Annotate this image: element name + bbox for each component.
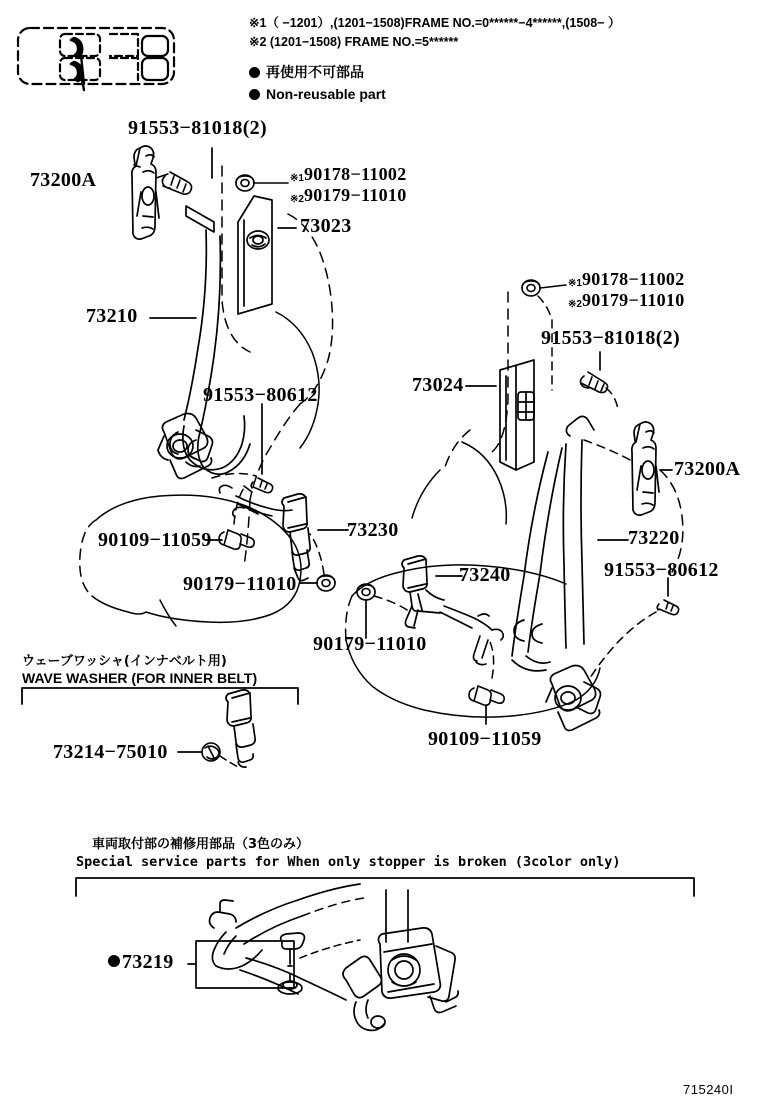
right-nut-90178 — [522, 280, 540, 296]
label-91553-81018-right: 91553−81018(2) — [541, 327, 680, 349]
label-73023: 73023 — [300, 215, 352, 237]
right-anchor-cover-73024 — [500, 360, 534, 470]
left-anchor-cover-73023 — [238, 196, 272, 314]
inner-belt-buckle-73240 — [402, 556, 444, 628]
bottom-belt-assembly-illustration — [210, 884, 459, 1030]
left-retractor — [158, 414, 213, 479]
special-service-title-jp: 車両取付部の補修用部品（3色のみ） — [92, 837, 310, 852]
left-seatback-outline — [276, 312, 319, 448]
non-reusable-dot-icon — [249, 67, 260, 78]
bottom-screw-73219 — [281, 933, 305, 966]
right-bolt-90109-11059 — [469, 686, 504, 705]
right-nut-90179-lower — [357, 584, 375, 600]
label-91553-80612-left: 91553−80612 — [203, 384, 318, 406]
label-73240: 73240 — [459, 564, 511, 586]
label-91553-81018-left: 91553−81018(2) — [128, 117, 267, 139]
left-nut-90179-lower — [317, 575, 335, 591]
label-73024: 73024 — [412, 374, 464, 396]
leader-90178-right — [540, 285, 566, 288]
special-service-title-en: Special service parts for When only stopper is broken (3color only) — [76, 854, 621, 870]
label-73214-75010: 73214−75010 — [53, 741, 168, 763]
wave-washer-title-en: WAVE WASHER (FOR INNER BELT) — [22, 670, 258, 686]
diagram-reference-number: 715240I — [683, 1082, 734, 1097]
label-90179-11010-lower-right: 90179−11010 — [313, 633, 427, 655]
frame-note-1: ※1（ −1201）,(1201−1508)FRAME NO.=0******−4******,(1508− ） — [249, 16, 621, 30]
label-73230: 73230 — [347, 519, 399, 541]
label-73219: 73219 — [108, 952, 174, 972]
wave-washer-part — [202, 743, 220, 761]
left-nut-90178 — [236, 175, 254, 191]
special-service-bracket — [76, 878, 694, 896]
label-90109-11059-right: 90109−11059 — [428, 728, 542, 750]
left-shoulder-anchor-73200A — [132, 146, 159, 239]
right-seatback-outline — [412, 442, 506, 524]
frame-note-2: ※2 (1201−1508) FRAME NO.=5****** — [249, 35, 459, 49]
left-bolt-90109-11059 — [219, 530, 254, 549]
legend-non-reusable-en: Non-reusable part — [249, 84, 386, 105]
non-reusable-dot-icon — [108, 955, 120, 967]
right-shoulder-anchor-73200A — [632, 422, 659, 515]
label-73200A-right: 73200A — [674, 458, 741, 480]
label-90109-11059-left: 90109−11059 — [98, 529, 212, 551]
wave-washer-title-jp: ウェーブワッシャ(インナベルト用) — [22, 654, 227, 669]
non-reusable-dot-icon — [249, 89, 260, 100]
label-90178-11002-right: ※190178−11002 — [568, 269, 685, 289]
label-90179-11010-left: ※290179−11010 — [290, 185, 407, 205]
right-bolt-91553-81018 — [580, 372, 607, 393]
label-90178-11002-left: ※190178−11002 — [290, 164, 407, 184]
label-91553-80612-right: 91553−80612 — [604, 559, 719, 581]
left-bolt-91553-81018 — [162, 172, 191, 194]
label-73220: 73220 — [628, 527, 680, 549]
right-bolt-91553-80612 — [657, 600, 678, 615]
wave-washer-inner-belt-illustration — [226, 690, 255, 767]
right-belt-webbing-73220 — [512, 416, 594, 670]
legend-non-reusable-jp: 再使用不可部品 — [249, 62, 364, 84]
wave-washer-bracket — [22, 688, 298, 704]
label-90179-11010-lower-left: 90179−11010 — [183, 573, 297, 595]
inner-belt-buckle-73230 — [282, 494, 310, 581]
label-73200A-left: 73200A — [30, 169, 97, 191]
label-73210: 73210 — [86, 305, 138, 327]
label-90179-11010-right: ※290179−11010 — [568, 290, 685, 310]
